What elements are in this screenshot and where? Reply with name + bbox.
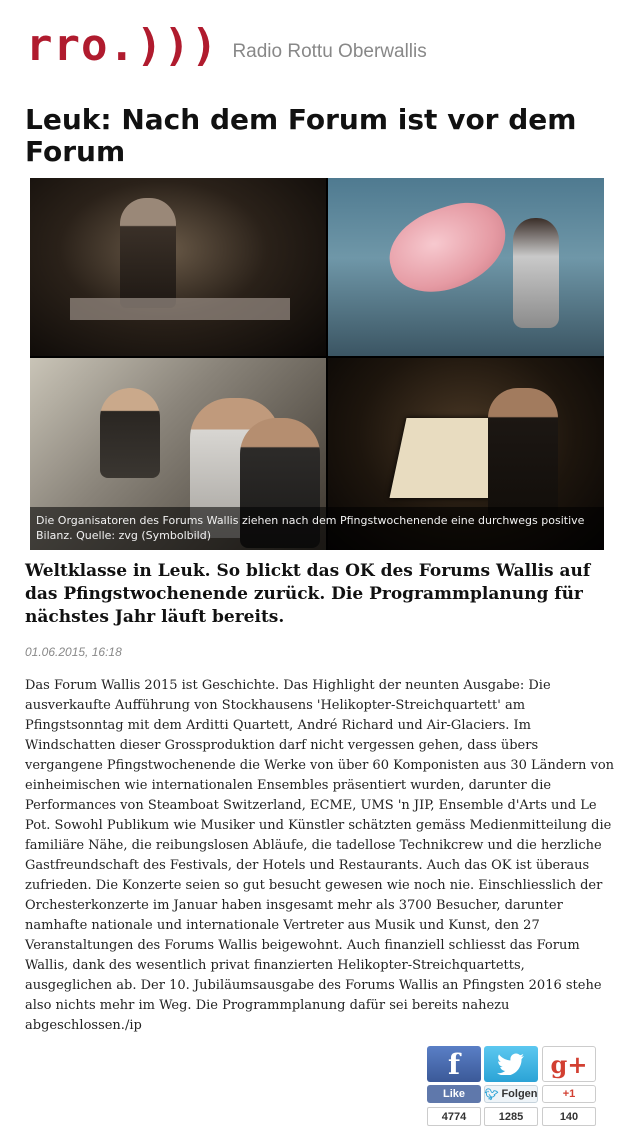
logo-text: Radio Rottu Oberwallis <box>232 41 427 62</box>
article-date: 01.06.2015, 16:18 <box>25 645 122 659</box>
twitter-follow-button[interactable] <box>484 1085 538 1103</box>
facebook-share <box>427 1046 483 1126</box>
twitter-small-icon: 🐦︎ <box>484 1088 499 1101</box>
article-title: Leuk: Nach dem Forum ist vor dem Forum <box>25 103 577 168</box>
article-body: Das Forum Wallis 2015 ist Geschichte. Das Highlight der neunten Ausgabe: Die ausverkaufte Aufführung von Stockhausens 'Helikopter-Streichquartett' am Pfingstsonntag mit dem Arditti Quartett, André Richard und Air-Glaciers. Im Windschatten dieser Grossproduktion darf nicht vergessen gehen, dass übers vergangene Pfingstwochenende die Werke von über 60 Komponisten aus 30 Ländern von einheimischen wie internationalen Ensembles präsentiert wurden, darunter die Performances von Steamboat Switzerland, ECME, UMS 'n JIP, Ensemble d'Arts und Le Pot. Sowohl Publikum wie Musiker und Künstler schätzten gemäss Medienmitteilung die familiäre Nähe, die reibungslosen Abläufe, die tadellose Technikcrew und die herzliche Gastfreundschaft des Festivals, der Hotels und Restaurants. Auch das OK ist überaus zufrieden. Die Konzerte seien so gut besucht gewesen wie noch nie. Einschliesslich der Orchesterkonzerte im Januar haben insgesamt mehr als 3700 Besucher, darunter namhafte nationale und internationale Vertreter aus Musik und Kunst, den 27 Veranstaltungen des Forums Wallis beigewohnt. Auch finanziell schliesst das Forum Wallis, dank des wesentlich privat finanzierten Helikopter-Streichquartetts, ausgeglichen ab. Der 10. Jubiläumsausgabe des Forums Wallis an Pfingsten 2016 stehe also nichts mehr im Weg. Die Programmplanung dafür sei bereits nahezu abgeschlossen./ip <box>25 678 615 1033</box>
googleplus-icon[interactable]: g+ <box>542 1046 596 1082</box>
logo[interactable]: rro.))) <box>26 20 219 71</box>
googleplus-share <box>542 1046 598 1126</box>
googleplus-plusone-button[interactable]: +1 <box>542 1085 596 1103</box>
twitter-follow-label: Folgen <box>501 1088 538 1100</box>
site-header[interactable] <box>26 20 427 71</box>
googleplus-count: 140 <box>542 1107 596 1126</box>
article-image <box>30 178 604 550</box>
image-panel-performer <box>30 178 326 356</box>
twitter-follower-count: 1285 <box>484 1107 538 1126</box>
facebook-icon[interactable]: f <box>427 1046 481 1082</box>
facebook-like-count: 4774 <box>427 1107 481 1126</box>
facebook-like-button[interactable]: Like <box>427 1085 481 1103</box>
twitter-share <box>484 1046 540 1126</box>
image-panel-dancer <box>328 178 604 356</box>
image-caption: Die Organisatoren des Forums Wallis ziehen nach dem Pfingstwochenende eine durchwegs positive Bilanz. Quelle: zvg (Symbolbild) <box>30 507 604 550</box>
twitter-bird-icon[interactable] <box>484 1046 538 1082</box>
article-lead: Weltklasse in Leuk. So blickt das OK des Forums Wallis auf das Pfingstwochenende zurück. Die Programmplanung für nächstes Jahr läuft bereits. <box>25 561 591 627</box>
